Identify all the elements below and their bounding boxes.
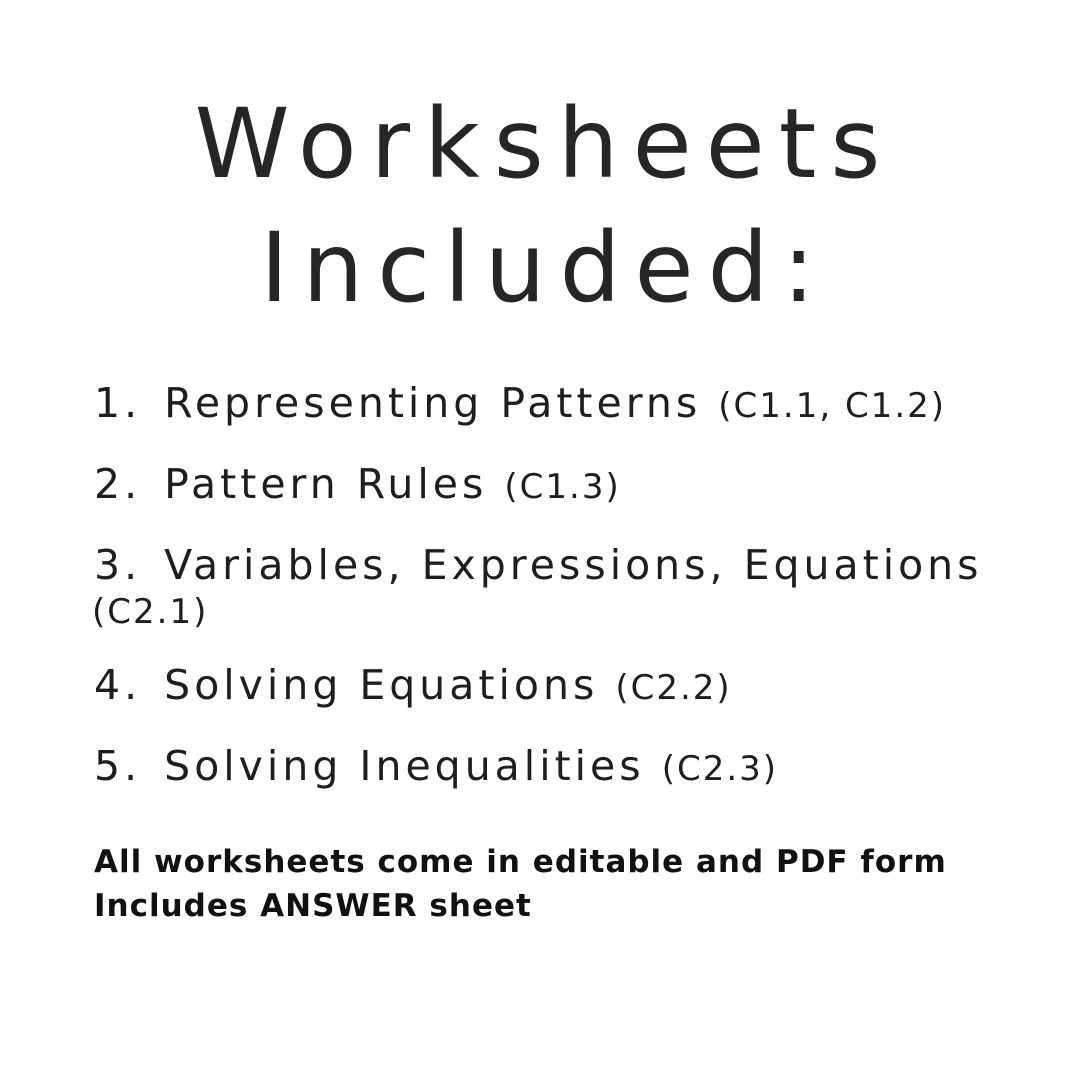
footer-line-answers: Includes ANSWER sheet (94, 888, 532, 924)
item-code: (C2.3) (661, 749, 779, 789)
list-item (94, 378, 1054, 431)
item-code: (C1.1, C1.2) (718, 386, 947, 426)
footer-notes (94, 840, 1054, 928)
item-code: (C1.3) (504, 467, 621, 507)
title-line-2: Included: (260, 212, 829, 324)
page-title (0, 82, 1089, 330)
item-number: 5. (94, 742, 142, 790)
item-number: 3. (94, 541, 142, 589)
item-main-line (94, 540, 1054, 590)
item-title: Solving Inequalities (164, 742, 645, 790)
item-number: 2. (94, 460, 142, 508)
item-code: (C2.1) (92, 592, 209, 632)
item-title: Pattern Rules (164, 460, 488, 508)
list-item (94, 459, 1054, 512)
item-code: (C2.2) (615, 668, 732, 708)
item-title: Variables, Expressions, Equations (164, 541, 983, 589)
title-line-1: Worksheets (194, 88, 895, 200)
list-item (94, 660, 1054, 713)
worksheet-list (94, 378, 1054, 822)
item-title: Solving Equations (164, 661, 599, 709)
item-title: Representing Patterns (164, 379, 702, 427)
list-item (94, 540, 1054, 634)
item-number: 4. (94, 661, 142, 709)
list-item (94, 741, 1054, 794)
item-number: 1. (94, 379, 142, 427)
footer-line-formats: All worksheets come in editable and PDF form (94, 844, 947, 880)
